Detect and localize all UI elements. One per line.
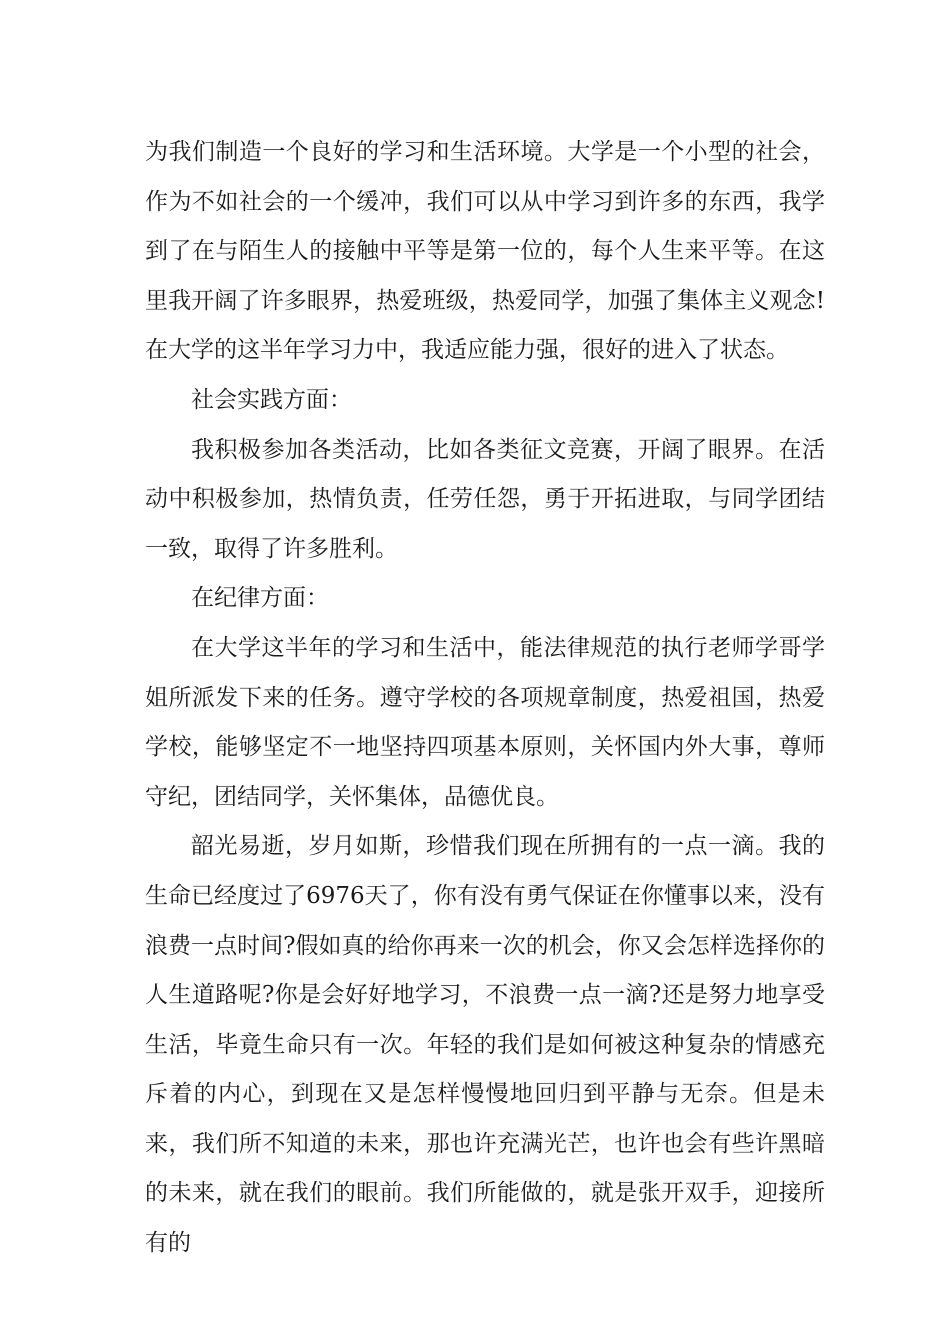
paragraph-social-practice: 我积极参加各类活动，比如各类征文竞赛，开阔了眼界。在活动中积极参加，热情负责，任劳任怨，勇于开拓进取，与同学团结一致，取得了许多胜利。 (145, 436, 825, 562)
heading-social-practice: 社会实践方面： (191, 386, 352, 413)
document-body (145, 128, 825, 1269)
paragraph-discipline: 在大学这半年的学习和生活中，能法律规范的执行老师学哥学姐所派发下来的任务。遵守学校的各项规章制度，热爱祖国，热爱学校，能够坚定不一地坚持四项基本原则，关怀国内外大事，尊师守纪，团结同学，关怀集体，品德优良。 (145, 634, 825, 810)
heading-discipline: 在纪律方面： (191, 585, 329, 612)
paragraph-campus-life: 为我们制造一个良好的学习和生活环境。大学是一个小型的社会，作为不如社会的一个缓冲，我们可以从中学习到许多的东西，我学到了在与陌生人的接触中平等是第一位的，每个人生来平等。在这里我开阔了许多眼界，热爱班级，热爱同学，加强了集体主义观念!在大学的这半年学习力中，我适应能力强，很好的进入了状态。 (145, 139, 825, 364)
paragraph-reflection: 韶光易逝，岁月如斯，珍惜我们现在所拥有的一点一滴。我的生命已经度过了6976天了，你有没有勇气保证在你懂事以来，没有浪费一点时间?假如真的给你再来一次的机会，你又会怎样选择你的人生道路呢?你是会好好地学习，不浪费一点一滴?还是努力地享受生活，毕竟生命只有一次。年轻的我们是如何被这种复杂的情感充斥着的内心，到现在又是怎样慢慢地回归到平静与无奈。但是未来，我们所不知道的未来，那也许充满光芒，也许也会有些许黑暗的未来，就在我们的眼前。我们所能做的，就是张开双手，迎接所有的 (145, 833, 825, 1257)
